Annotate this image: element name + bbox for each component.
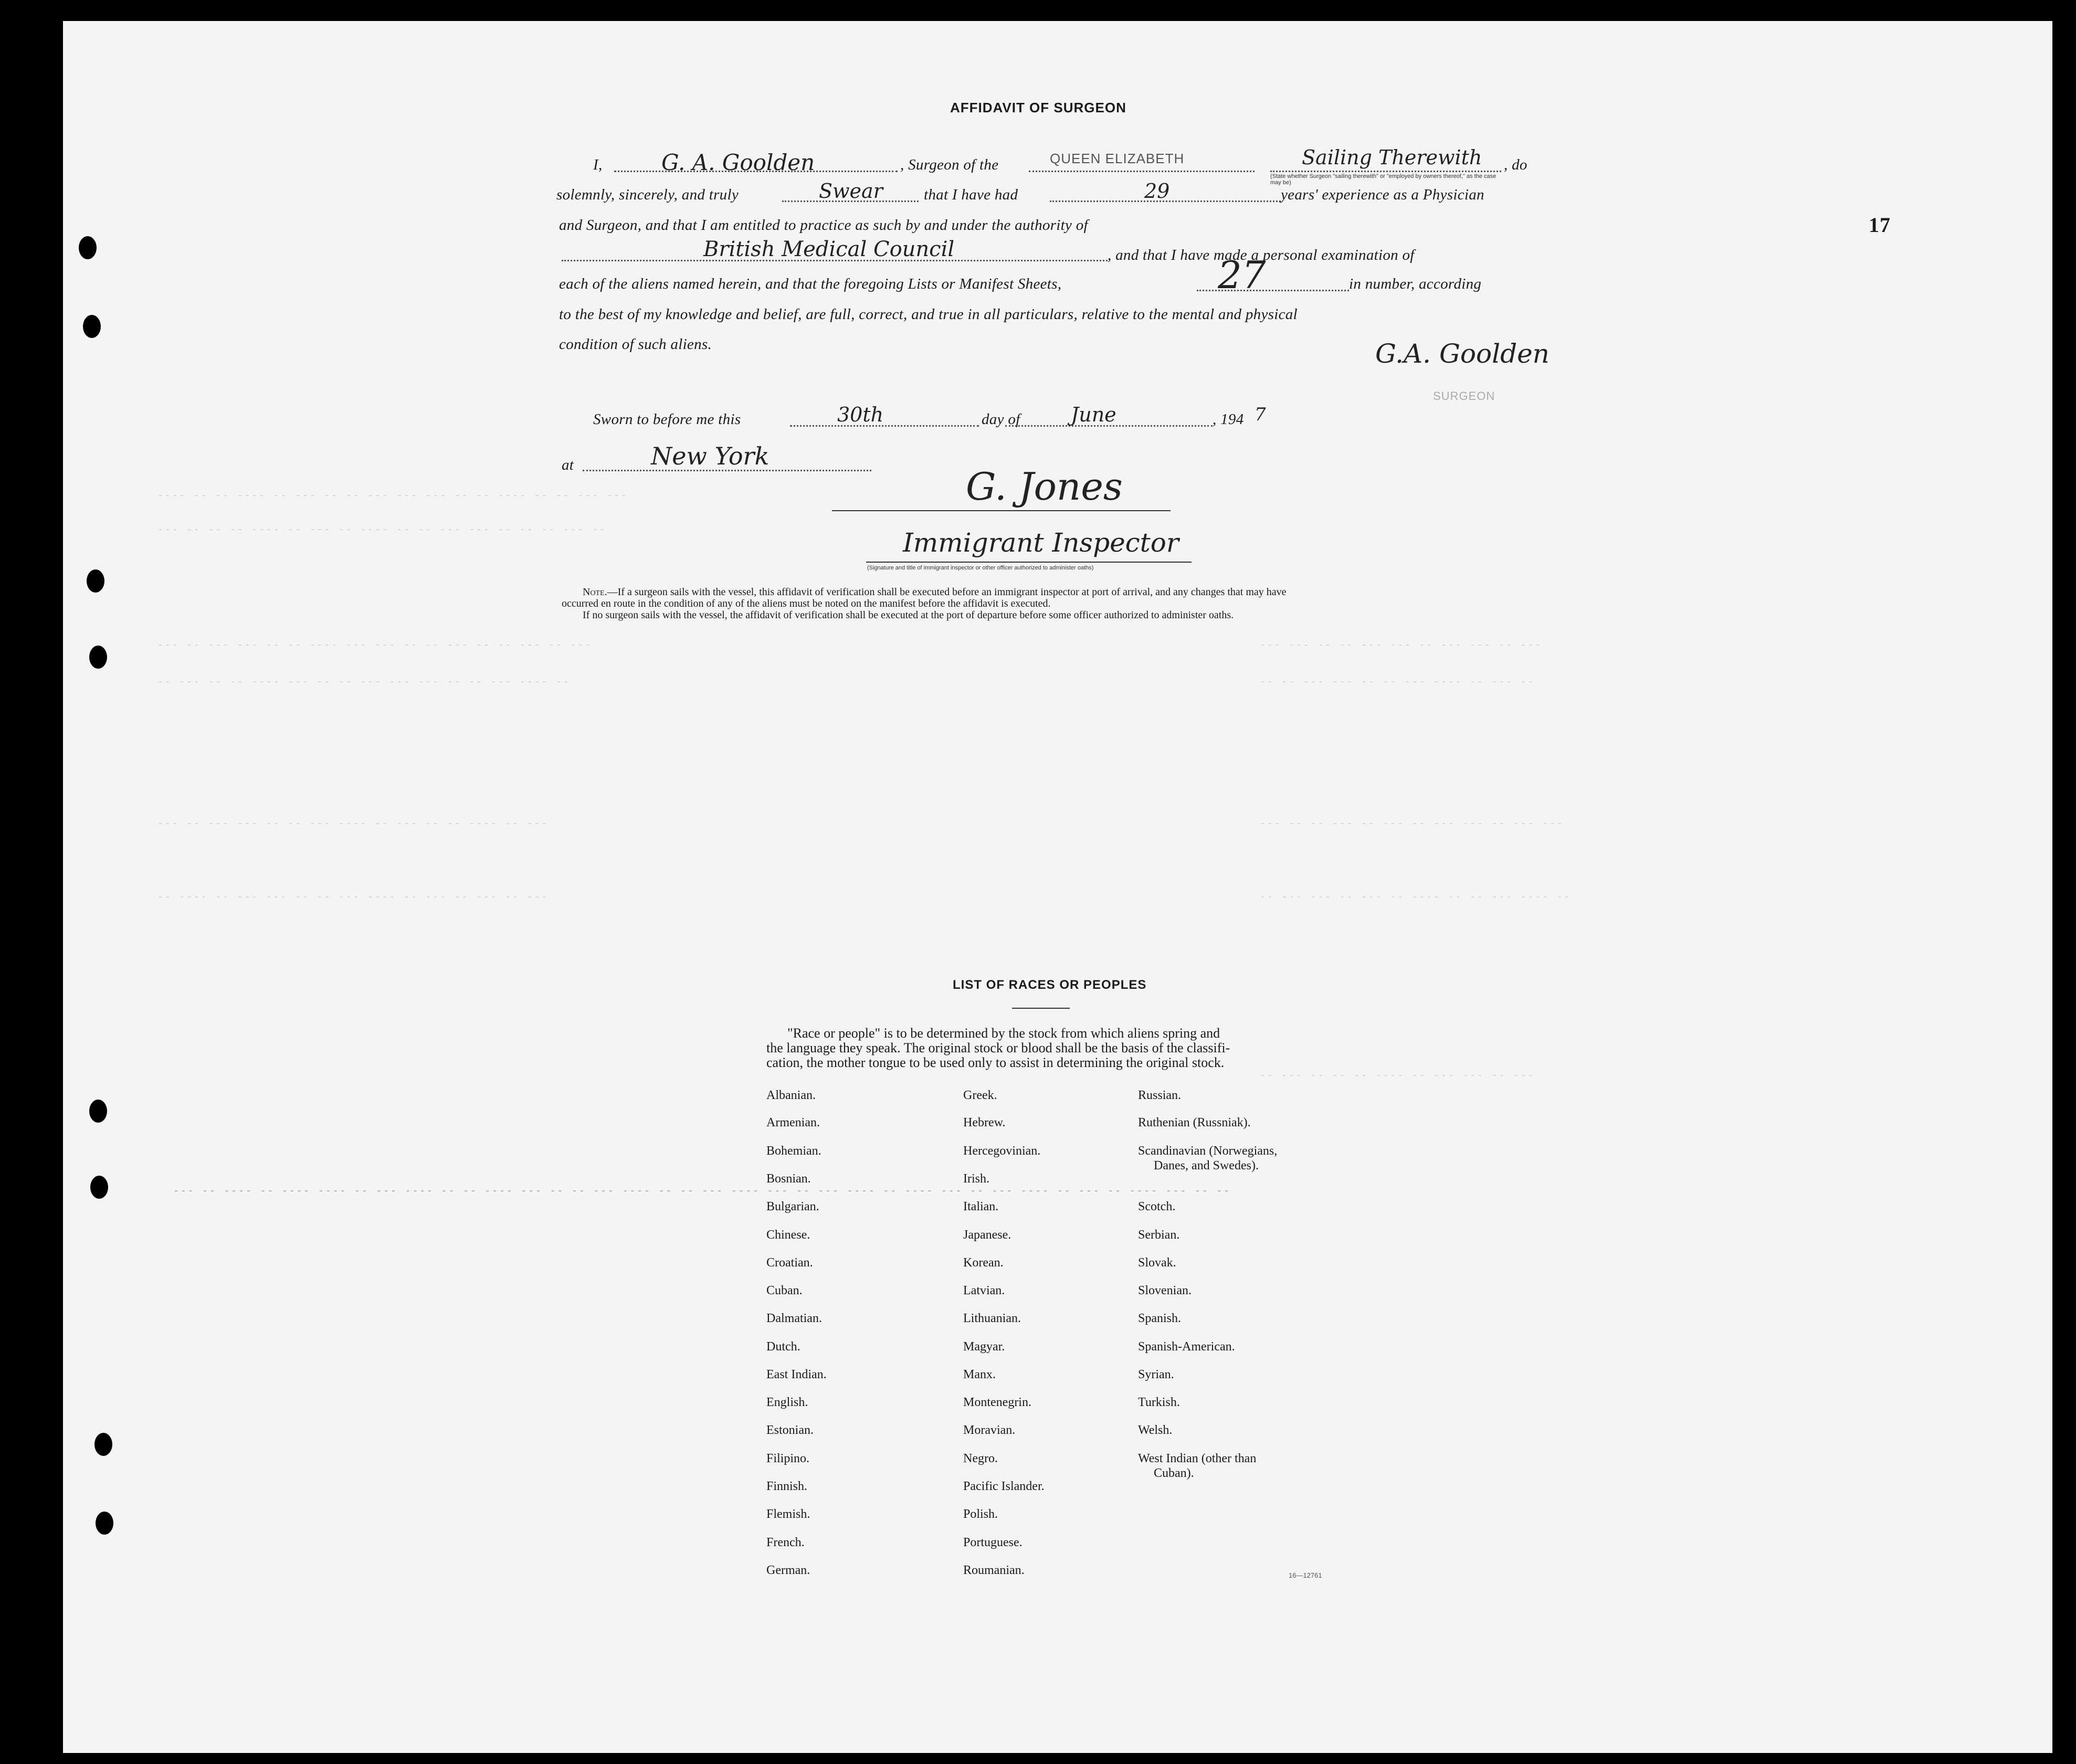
race-item: English.	[766, 1396, 808, 1409]
race-item-continued: Danes, and Swedes).	[1154, 1159, 1259, 1173]
races-intro-2: the language they speak. The original stock or blood shall be the basis of the classifi-	[766, 1040, 1230, 1055]
races-intro-3: cation, the mother tongue to be used only to assist in determining the original stock.	[766, 1055, 1225, 1070]
officer-caption: (Signature and title of immigrant inspector or other officer authorized to administer oaths)	[867, 565, 1094, 571]
race-item: Ruthenian (Russniak).	[1138, 1116, 1251, 1129]
punch-hole	[94, 1433, 112, 1456]
race-item: German.	[766, 1564, 810, 1577]
race-item: Albanian.	[766, 1089, 816, 1102]
text-manifest-sheets: each of the aliens named herein, and that the foregoing Lists or Manifest Sheets,	[559, 276, 1062, 292]
punch-hole	[96, 1512, 113, 1535]
race-item: Korean.	[963, 1256, 1004, 1270]
race-item: Estonian.	[766, 1423, 814, 1437]
sworn-place: New York	[651, 442, 770, 470]
affidavit-title: AFFIDAVIT OF SURGEON	[950, 100, 1126, 115]
race-item: Bosnian.	[766, 1172, 811, 1186]
officer-title-signature: Immigrant Inspector	[903, 527, 1179, 558]
text-do: , do	[1504, 156, 1527, 173]
text-knowledge-belief: to the best of my knowledge and belief, are full, correct, and true in all particulars, relative to the mental and physical	[559, 306, 1298, 323]
race-item: Flemish.	[766, 1507, 810, 1521]
text-solemnly: solemnly, sincerely, and truly	[556, 186, 739, 203]
race-item: Cuban.	[766, 1284, 803, 1297]
sworn-day: 30th	[837, 403, 884, 426]
race-item: Scotch.	[1138, 1200, 1176, 1213]
text-surgeon-of-the: , Surgeon of the	[900, 156, 999, 173]
race-item: Irish.	[963, 1172, 989, 1186]
punch-hole	[79, 236, 97, 259]
text-that-i-have-had: that I have had	[924, 186, 1018, 203]
race-item: Scandinavian (Norwegians,	[1138, 1144, 1278, 1158]
officer-signature: G. Jones	[966, 464, 1123, 509]
race-item: Roumanian.	[963, 1564, 1025, 1577]
surgeon-name: G. A. Goolden	[661, 150, 815, 175]
races-intro-1: "Race or people" is to be determined by the stock from which aliens spring and	[787, 1026, 1220, 1041]
race-item: Magyar.	[963, 1340, 1005, 1354]
race-item: Slovenian.	[1138, 1284, 1192, 1297]
oath-word: Swear	[819, 179, 883, 203]
race-item: Serbian.	[1138, 1228, 1180, 1242]
surgeon-stamp: SURGEON	[1433, 389, 1495, 403]
sailing-caption: (State whether Surgeon "sailing therewith" or "employed by owners thereof," as the case may be)	[1270, 173, 1497, 186]
race-item: Hercegovinian.	[963, 1144, 1041, 1158]
race-item: Finnish.	[766, 1480, 808, 1493]
race-item: Montenegrin.	[963, 1396, 1031, 1409]
punch-hole	[83, 315, 101, 338]
race-item: Japanese.	[963, 1228, 1011, 1242]
punch-hole	[90, 1176, 108, 1199]
text-sworn: Sworn to before me this	[593, 411, 741, 428]
race-item: Spanish-American.	[1138, 1340, 1235, 1354]
race-item: Negro.	[963, 1452, 998, 1465]
race-item: Welsh.	[1138, 1423, 1173, 1437]
races-heading: LIST OF RACES OR PEOPLES	[953, 978, 1147, 992]
race-item: Moravian.	[963, 1423, 1016, 1437]
race-item: Slovak.	[1138, 1256, 1176, 1270]
race-item: Turkish.	[1138, 1396, 1180, 1409]
race-item: Polish.	[963, 1507, 998, 1521]
race-item: French.	[766, 1536, 805, 1549]
race-item: Italian.	[963, 1200, 999, 1213]
text-year-prefix: , 194	[1213, 411, 1244, 428]
note-label: Note.	[583, 586, 607, 598]
race-item: Hebrew.	[963, 1116, 1006, 1129]
sailing-status: Sailing Therewith	[1302, 146, 1482, 169]
punch-hole	[89, 1100, 107, 1123]
text-at: at	[562, 457, 574, 473]
race-item: Russian.	[1138, 1089, 1182, 1102]
punch-hole	[89, 646, 107, 669]
sworn-year-digit: 7	[1255, 404, 1266, 425]
punch-hole	[87, 569, 104, 593]
note-line-2: occurred en route in the condition of any of the aliens must be noted on the manifest before the affidavit is executed.	[562, 598, 1051, 609]
print-code: 16—12761	[1289, 1571, 1322, 1579]
ship-name-stamp: QUEEN ELIZABETH	[1050, 151, 1185, 166]
sworn-month: June	[1071, 403, 1116, 426]
race-item: Lithuanian.	[963, 1312, 1021, 1325]
race-item: Latvian.	[963, 1284, 1005, 1297]
race-item: Manx.	[963, 1368, 996, 1381]
race-item: Dutch.	[766, 1340, 800, 1354]
race-item: Spanish.	[1138, 1312, 1182, 1325]
authority-name: British Medical Council	[703, 237, 955, 261]
note-line-3: If no surgeon sails with the vessel, the affidavit of verification shall be executed at the port of departure before some officer authorized to administer oaths.	[583, 609, 1234, 621]
text-in-number: in number, according	[1349, 276, 1482, 292]
race-item: Greek.	[963, 1089, 997, 1102]
race-item: East Indian.	[766, 1368, 827, 1381]
race-item: Filipino.	[766, 1452, 810, 1465]
race-item: Bohemian.	[766, 1144, 821, 1158]
sheet-count: 27	[1218, 253, 1266, 297]
page-number: 17	[1869, 213, 1891, 237]
race-item-continued: Cuban).	[1154, 1466, 1194, 1480]
years-experience: 29	[1144, 179, 1170, 203]
text-i: I,	[593, 156, 603, 173]
surgeon-signature: G.A. Goolden	[1375, 339, 1550, 369]
note-line-1	[583, 586, 1287, 598]
race-item: Chinese.	[766, 1228, 810, 1242]
race-item: Armenian.	[766, 1116, 820, 1129]
text-personal-examination: , and that I have made a personal examination of	[1108, 247, 1415, 263]
note-text-1: —If a surgeon sails with the vessel, this affidavit of verification shall be executed before an immigrant inspector at port of arrival, and any changes that may have	[607, 586, 1287, 598]
text-authority-line: and Surgeon, and that I am entitled to practice as such by and under the authority of	[559, 217, 1088, 234]
text-day-of: day of	[982, 411, 1020, 428]
text-years-experience: years' experience as a Physician	[1281, 186, 1484, 203]
race-item: Syrian.	[1138, 1368, 1174, 1381]
race-item: West Indian (other than	[1138, 1452, 1257, 1465]
race-item: Dalmatian.	[766, 1312, 822, 1325]
race-item: Croatian.	[766, 1256, 813, 1270]
race-item: Bulgarian.	[766, 1200, 819, 1213]
text-condition: condition of such aliens.	[559, 336, 712, 353]
race-item: Pacific Islander.	[963, 1480, 1045, 1493]
race-item: Portuguese.	[963, 1536, 1023, 1549]
